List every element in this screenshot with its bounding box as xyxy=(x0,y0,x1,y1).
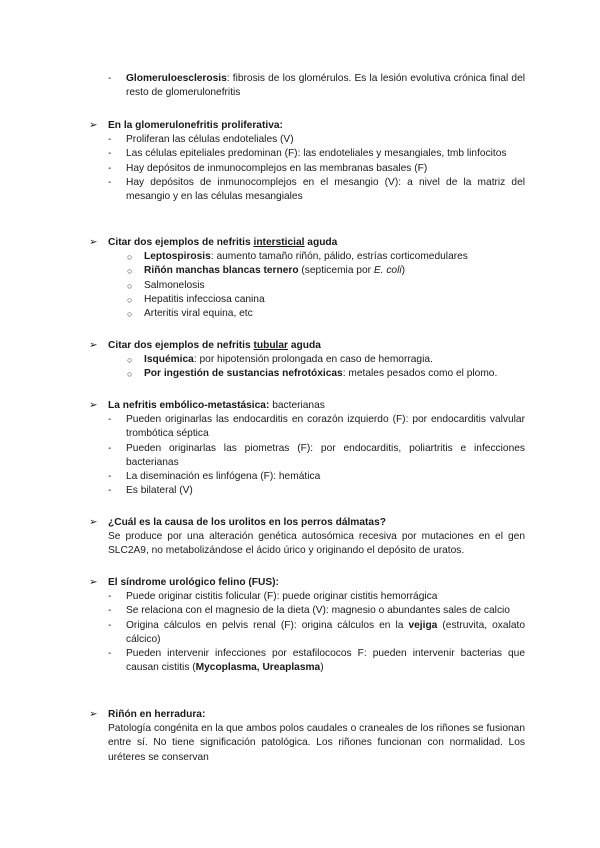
section-heading: ➢ El síndrome urológico felino (FUS): xyxy=(0,576,600,590)
list-item: - Pueden originarlas las piometras (F): por endocarditis, poliartritis e infecciones bacterianas xyxy=(108,442,525,468)
arrow-bullet-icon: ➢ xyxy=(89,400,98,411)
list-item: - Se relaciona con el magnesio de la dieta (V): magnesio o abundantes sales de calcio xyxy=(108,605,510,617)
list-item: ○ Leptospirosis: aumento tamaño riñón, pálido, estrías corticomedulares xyxy=(0,250,600,264)
list-item: - Puede originar cistitis folicular (F): puede originar cistitis hemorrágica xyxy=(108,591,438,603)
arrow-bullet-icon: ➢ xyxy=(89,577,98,588)
circle-bullet-icon: ○ xyxy=(127,294,133,305)
arrow-bullet-icon: ➢ xyxy=(89,517,98,528)
list-item: - Pueden originarlas las endocarditis en corazón izquierdo (F): por endocarditis valvular trombótica séptica xyxy=(108,414,525,440)
list-item: ○ Salmonelosis xyxy=(0,279,600,293)
list-item: - La diseminación es linfógena (F): hemática xyxy=(108,471,321,483)
list-item: - Origina cálculos en pelvis renal (F): origina cálculos en la vejiga (estruvita, oxalato cálcico) xyxy=(108,619,525,645)
circle-bullet-icon: ○ xyxy=(127,355,133,366)
list-item: ○ Hepatitis infecciosa canina xyxy=(0,293,600,307)
list-item: - Las células epiteliales predominan (F): las endoteliales y mesangiales, tmb linfocitos xyxy=(108,148,507,160)
section-fus xyxy=(0,576,600,675)
arrow-bullet-icon: ➢ xyxy=(89,340,98,351)
section-urolitos-dalmatas xyxy=(0,516,600,559)
section-glomerulonefritis-proliferativa xyxy=(0,119,600,204)
arrow-bullet-icon: ➢ xyxy=(89,709,98,720)
list-item: ○ Riñón manchas blancas ternero (septicemia por E. coli) xyxy=(0,264,600,278)
section-heading: ➢ Citar dos ejemplos de nefritis intersticial aguda xyxy=(0,236,600,250)
list-item: - Es bilateral (V) xyxy=(108,485,193,497)
paragraph: Se produce por una alteración genética autosómica recesiva por mutaciones en el gen SLC2A9, no metabolizándose el ácido úrico y originando el depósito de uratos. xyxy=(108,531,525,557)
list-item: - Pueden intervenir infecciones por estafilococos F: pueden intervenir bacterias que causan cistitis (Mycoplasma, Ureaplasma) xyxy=(108,648,525,674)
section-heading: ➢ En la glomerulonefritis proliferativa: xyxy=(0,119,600,133)
list-item: - Hay depósitos de inmunocomplejos en el mesangio (V): a nivel de la matriz del mesangio y en las células mesangiales xyxy=(108,176,525,203)
list-item: ○ Isquémica: por hipotensión prolongada en caso de hemorragia. xyxy=(0,353,600,367)
section-rinon-herradura xyxy=(0,708,600,765)
list-item: - Proliferan las células endoteliales (V) xyxy=(108,134,294,146)
section-heading: ➢ La nefritis embólico-metastásica: bacterianas xyxy=(0,399,600,413)
section-heading: ➢ Citar dos ejemplos de nefritis tubular aguda xyxy=(0,339,600,353)
circle-bullet-icon: ○ xyxy=(127,369,133,380)
circle-bullet-icon: ○ xyxy=(127,252,133,263)
section-glomeruloesclerosis xyxy=(0,72,600,100)
term: Glomeruloesclerosis xyxy=(126,73,227,84)
section-nefritis-embolica xyxy=(0,399,600,498)
circle-bullet-icon: ○ xyxy=(127,266,133,277)
arrow-bullet-icon: ➢ xyxy=(89,120,98,131)
arrow-bullet-icon: ➢ xyxy=(89,237,98,248)
circle-bullet-icon: ○ xyxy=(127,280,133,291)
paragraph: Patología congénita en la que ambos polos caudales o craneales de los riñones se fusionan entre sí. No tiene significación patológica. Los riñones funcionan con normalidad. Los uréteres se conservan xyxy=(108,723,525,763)
section-heading: ➢ ¿Cuál es la causa de los urolitos en los perros dálmatas? xyxy=(0,516,600,530)
list-item: - Hay depósitos de inmunocomplejos en las membranas basales (F) xyxy=(108,162,428,174)
list-item: ○ Arteritis viral equina, etc xyxy=(0,307,600,321)
section-heading: ➢ Riñón en herradura: xyxy=(0,708,600,722)
circle-bullet-icon: ○ xyxy=(127,309,133,320)
section-nefritis-tubular xyxy=(0,339,600,382)
list-item: - Glomeruloesclerosis: fibrosis de los glomérulos. Es la lesión evolutiva crónica final del resto de glomerulonefritis xyxy=(108,73,525,99)
section-nefritis-intersticial xyxy=(0,236,600,321)
list-item: ○ Por ingestión de sustancias nefrotóxicas: metales pesados como el plomo. xyxy=(0,367,600,381)
